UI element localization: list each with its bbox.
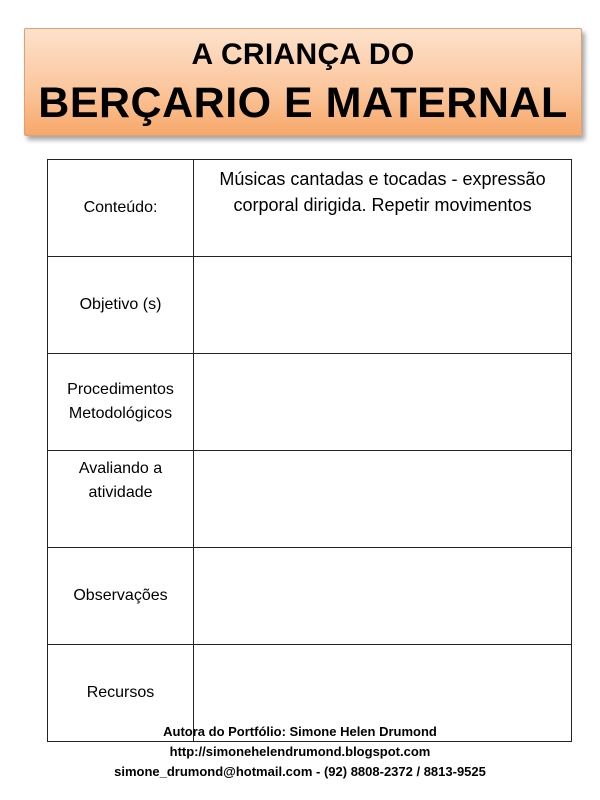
row-label-procedimentos: Procedimentos Metodológicos <box>48 354 194 451</box>
footer <box>0 722 600 782</box>
footer-author: Autora do Portfólio: Simone Helen Drumond <box>163 724 437 739</box>
table-row <box>48 160 572 257</box>
row-value-procedimentos <box>194 354 572 451</box>
row-label-observacoes: Observações <box>48 548 194 645</box>
row-label-objetivo: Objetivo (s) <box>48 257 194 354</box>
row-value-avaliando <box>194 451 572 548</box>
footer-blog-link[interactable]: http://simonehelendrumond.blogspot.com <box>169 744 431 759</box>
title-line-1: A CRIANÇA DO <box>191 38 415 71</box>
table-row <box>48 257 572 354</box>
title-banner <box>24 28 582 136</box>
table-row <box>48 354 572 451</box>
lesson-plan-table <box>47 159 572 742</box>
row-value-conteudo: Músicas cantadas e tocadas - expressão corporal dirigida. Repetir movimentos <box>194 160 572 257</box>
row-label-conteudo: Conteúdo: <box>48 160 194 257</box>
row-value-observacoes <box>194 548 572 645</box>
row-label-recursos: Recursos <box>48 645 194 742</box>
table-row <box>48 548 572 645</box>
row-label-avaliando: Avaliando a atividade <box>48 451 194 548</box>
row-value-objetivo <box>194 257 572 354</box>
footer-contact: simone_drumond@hotmail.com - (92) 8808-2372 / 8813-9525 <box>114 764 486 779</box>
table-row <box>48 451 572 548</box>
title-line-2: BERÇARIO E MATERNAL <box>38 79 568 127</box>
